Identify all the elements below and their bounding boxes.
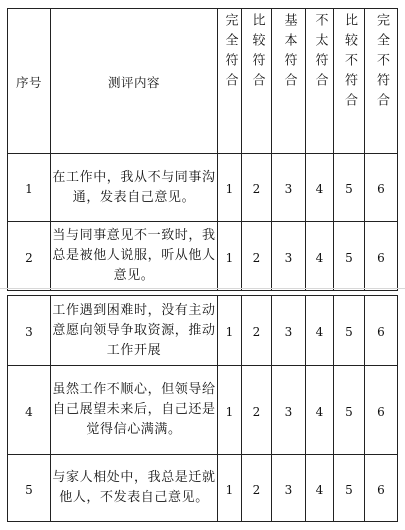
score-cell: 3 [272, 154, 306, 222]
content-header: 测评内容 [51, 9, 218, 154]
score-cell: 4 [306, 154, 334, 222]
score-cell: 6 [365, 154, 398, 222]
score-cell: 5 [334, 296, 365, 366]
survey-table-top [7, 8, 398, 291]
score-cell: 6 [365, 366, 398, 455]
score-cell: 6 [365, 222, 398, 291]
row-index: 4 [8, 366, 51, 455]
table-row [8, 154, 398, 222]
table-row [8, 222, 398, 291]
option-header: 完全符合 [218, 9, 242, 154]
score-cell: 3 [272, 296, 306, 366]
score-cell: 4 [306, 222, 334, 291]
score-cell: 2 [242, 154, 272, 222]
score-cell: 5 [334, 154, 365, 222]
score-cell: 2 [242, 222, 272, 291]
option-header: 比较符合 [242, 9, 272, 154]
score-cell: 4 [306, 455, 334, 522]
score-cell: 5 [334, 366, 365, 455]
score-cell: 3 [272, 222, 306, 291]
page-break-divider [0, 288, 405, 289]
row-index: 5 [8, 455, 51, 522]
score-cell: 2 [242, 366, 272, 455]
score-cell: 6 [365, 455, 398, 522]
option-header: 完全不符合 [365, 9, 398, 154]
score-cell: 5 [334, 222, 365, 291]
option-header: 基本符合 [272, 9, 306, 154]
row-content: 与家人相处中，我总是迁就他人，不发表自己意见。 [51, 455, 218, 522]
row-content: 虽然工作不顺心，但领导给自己展望未来后，自己还是觉得信心满满。 [51, 366, 218, 455]
row-content: 在工作中，我从不与同事沟通，发表自己意见。 [51, 154, 218, 222]
score-cell: 2 [242, 455, 272, 522]
survey-table-bottom [7, 295, 398, 522]
row-index: 1 [8, 154, 51, 222]
row-index: 2 [8, 222, 51, 291]
row-index: 3 [8, 296, 51, 366]
score-cell: 2 [242, 296, 272, 366]
score-cell: 1 [218, 366, 242, 455]
score-cell: 3 [272, 366, 306, 455]
score-cell: 1 [218, 222, 242, 291]
option-header: 比较不符合 [334, 9, 365, 154]
header-row [8, 9, 398, 154]
table-row [8, 296, 398, 366]
table-row [8, 455, 398, 522]
table-row [8, 366, 398, 455]
score-cell: 4 [306, 366, 334, 455]
row-content: 工作遇到困难时，没有主动意愿向领导争取资源，推动工作开展 [51, 296, 218, 366]
row-content: 当与同事意见不一致时，我总是被他人说服，听从他人意见。 [51, 222, 218, 291]
option-header: 不太符合 [306, 9, 334, 154]
score-cell: 4 [306, 296, 334, 366]
score-cell: 6 [365, 296, 398, 366]
score-cell: 1 [218, 455, 242, 522]
index-header: 序号 [8, 9, 51, 154]
score-cell: 1 [218, 154, 242, 222]
score-cell: 1 [218, 296, 242, 366]
score-cell: 5 [334, 455, 365, 522]
score-cell: 3 [272, 455, 306, 522]
